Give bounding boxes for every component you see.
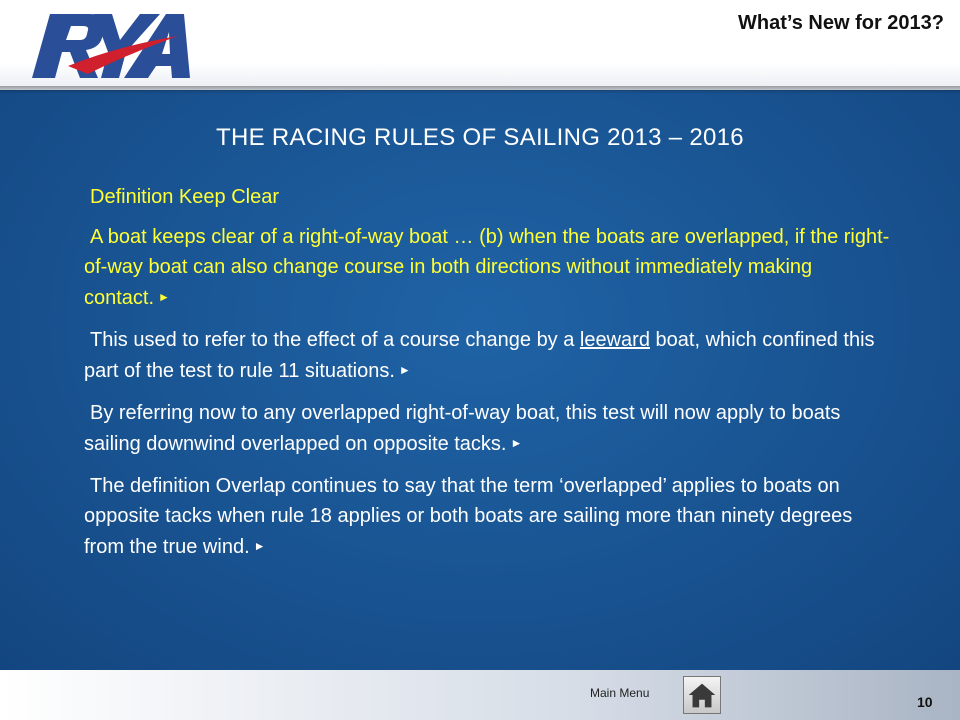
slide-body	[0, 90, 960, 670]
advance-arrow-icon[interactable]: ►	[253, 539, 266, 553]
definition-title: Definition Keep Clear	[90, 186, 279, 208]
para4-text: The definition Overlap continues to say that the term ‘overlapped’ applies to boats on opposite tacks when rule 18 applies or both boats are sailing more than ninety degrees from the true wind.	[84, 475, 853, 558]
header-divider	[0, 86, 960, 94]
rya-logo	[28, 8, 198, 86]
home-icon	[684, 677, 720, 713]
slide-title: THE RACING RULES OF SAILING 2013 – 2016	[216, 124, 744, 151]
slide-content	[84, 182, 894, 574]
page-number: 10	[917, 694, 933, 710]
leeward-link[interactable]: leeward	[579, 329, 650, 351]
explanation-paragraph-2	[84, 398, 894, 459]
para2-text-before: This used to refer to the effect of a course change by a	[90, 329, 580, 351]
footer	[0, 670, 960, 720]
para3-text: By referring now to any overlapped right-of-way boat, this test will now apply to boats sailing downwind overlapped on opposite tacks.	[84, 402, 841, 455]
explanation-paragraph-3	[84, 471, 894, 562]
main-menu-label[interactable]: Main Menu	[590, 686, 650, 700]
header	[0, 0, 960, 90]
header-title: What’s New for 2013?	[738, 12, 944, 34]
advance-arrow-icon[interactable]: ►	[158, 290, 170, 304]
advance-arrow-icon[interactable]: ►	[510, 436, 523, 450]
definition-quote-text: A boat keeps clear of a right-of-way boat … (b) when the boats are overlapped, if the right-of-way boat can also change course in both directions without immediately making contact.	[84, 226, 890, 309]
definition-quote-paragraph	[84, 222, 894, 313]
para2-text-after: boat, which confined this part of the test to rule 11 situations.	[84, 329, 875, 382]
home-button[interactable]	[683, 676, 721, 714]
advance-arrow-icon[interactable]: ►	[398, 363, 411, 377]
explanation-paragraph-1	[84, 325, 894, 386]
